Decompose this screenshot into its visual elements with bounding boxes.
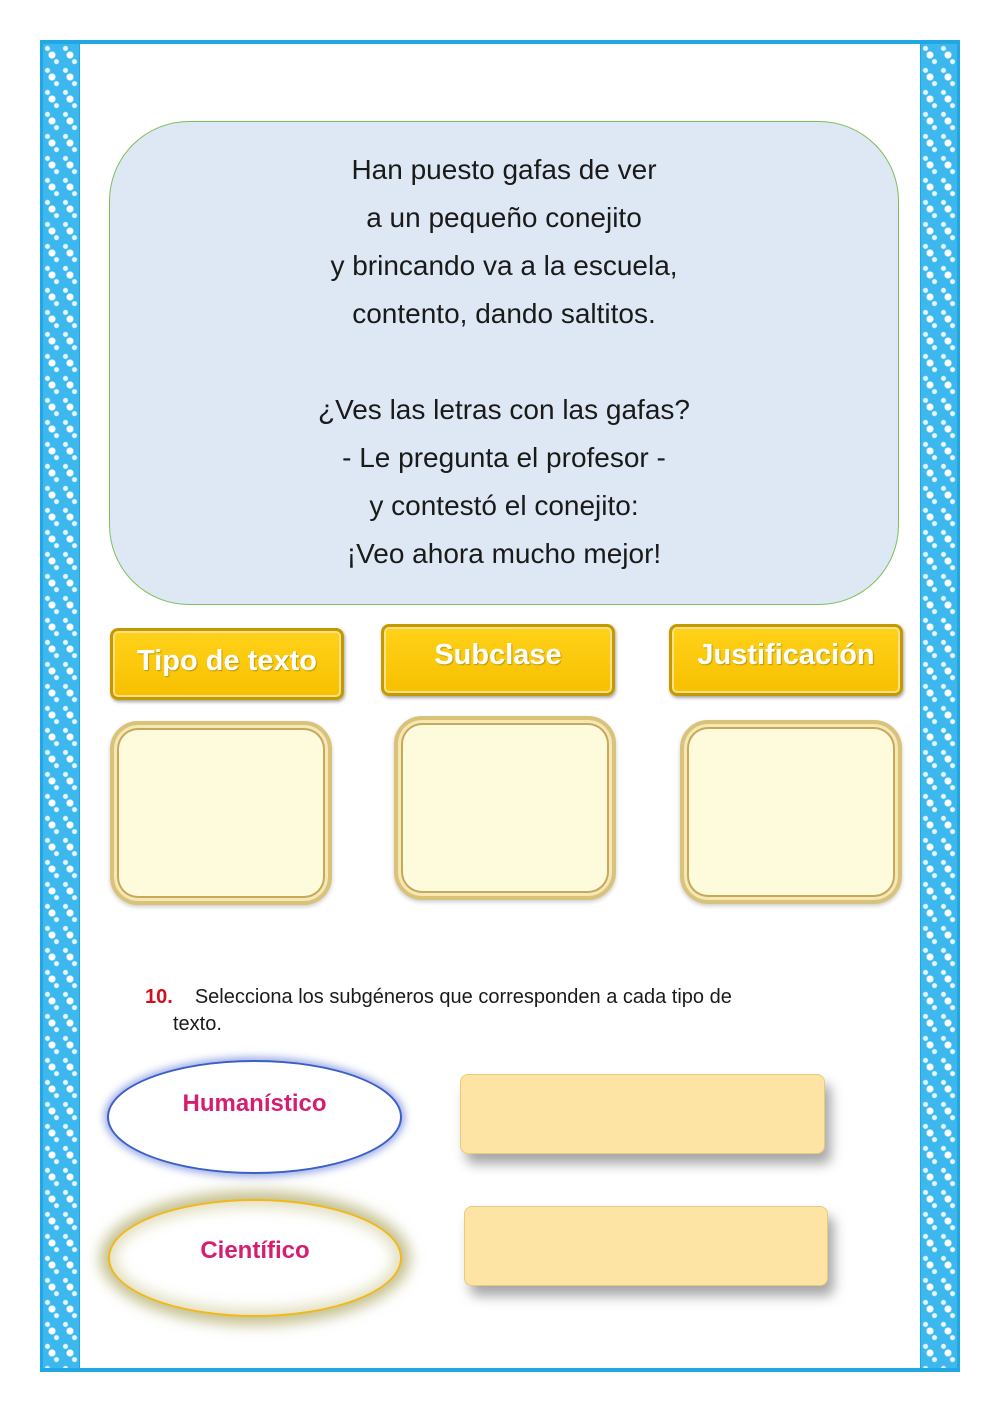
poem-line: contento, dando saltitos. <box>352 298 656 329</box>
poem-line: - Le pregunta el profesor - <box>342 442 666 473</box>
decorative-border-right <box>921 44 957 1368</box>
drop-box-humanistico[interactable] <box>460 1074 825 1154</box>
answer-box-subclase[interactable] <box>394 716 616 900</box>
header-tipo-de-texto: Tipo de texto <box>110 628 344 700</box>
question-10 <box>145 984 865 1038</box>
question-text-continued: texto. <box>173 1013 222 1035</box>
poem-line: Han puesto gafas de ver <box>351 154 657 185</box>
category-label: Humanístico <box>182 1090 327 1117</box>
question-text: Selecciona los subgéneros que corresponden a cada tipo de <box>194 986 732 1008</box>
header-subclase: Subclase <box>381 624 615 696</box>
category-cientifico <box>108 1199 402 1317</box>
poem-box <box>109 121 899 605</box>
poem-line: ¿Ves las letras con las gafas? <box>318 394 690 425</box>
poem-line: a un pequeño conejito <box>366 202 642 233</box>
poem-line: ¡Veo ahora mucho mejor! <box>346 538 662 569</box>
question-number: 10. <box>145 986 173 1008</box>
answer-box-tipo[interactable] <box>110 721 332 905</box>
poem-line: y brincando va a la escuela, <box>330 250 678 281</box>
decorative-border-left <box>43 44 79 1368</box>
drop-box-cientifico[interactable] <box>464 1206 828 1286</box>
answer-box-justificacion[interactable] <box>680 720 902 904</box>
header-justificacion: Justificación <box>669 624 903 696</box>
category-humanistico <box>107 1060 402 1174</box>
poem-line: y contestó el conejito: <box>369 490 639 521</box>
category-label: Científico <box>200 1237 310 1264</box>
